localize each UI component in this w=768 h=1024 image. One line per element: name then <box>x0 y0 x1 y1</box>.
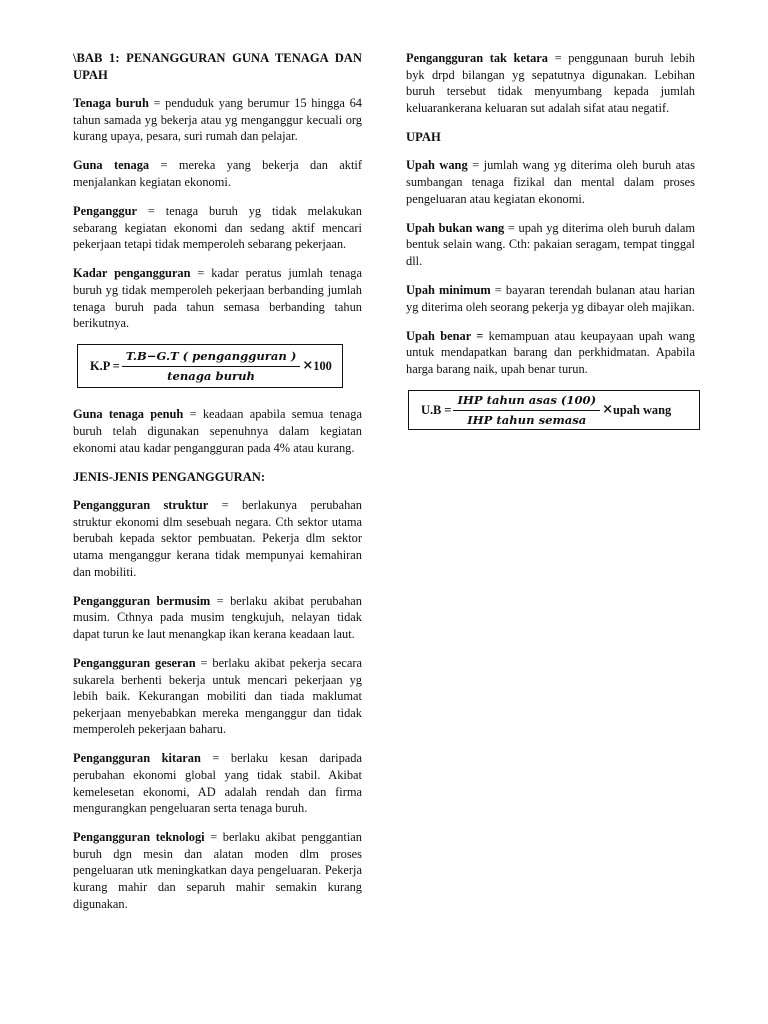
def-kadar-pengangguran <box>73 265 362 331</box>
definition-text: = kadar peratus jumlah tenaga buruh yg tidak memperoleh pekerjaan berbanding jumlah tenaga buruh pada tahun semasa berbanding tahun berikutnya. <box>73 266 362 331</box>
formula-lhs: K.P = <box>90 359 120 374</box>
def-penganggur <box>73 203 362 253</box>
def-bermusim <box>73 593 362 643</box>
formula-numerator: IHP tahun asas (100) <box>453 392 600 411</box>
term-label: Guna tenaga penuh <box>73 407 184 422</box>
term-label: Pengangguran struktur <box>73 498 209 513</box>
def-upah-wang <box>406 157 695 207</box>
def-guna-tenaga <box>73 157 362 190</box>
term-label: Pengangguran kitaran <box>73 751 201 766</box>
term-label: Kadar pengangguran <box>73 266 191 281</box>
formula-rhs: 100 <box>313 359 332 374</box>
def-tenaga-buruh <box>73 95 362 145</box>
definition-text: kemampuan atau keupayaan upah wang untuk mendapatkan barang dan perkhidmatan. Apabila harga barang naik, upah benar turun. <box>406 328 695 376</box>
formula-lhs: U.B = <box>421 402 452 417</box>
def-struktur <box>73 497 362 580</box>
ub-formula-box <box>408 390 700 430</box>
section-heading-jenis: JENIS-JENIS PENGANGGURAN: <box>73 469 266 484</box>
term-label: Upah bukan wang <box>406 220 505 235</box>
def-teknologi <box>73 829 362 912</box>
term-label: Pengangguran tak ketara <box>406 51 548 65</box>
formula-numerator: T.B−G.T ( pengangguran ) <box>122 348 301 367</box>
chapter-title: \BAB 1: PENANGGURAN GUNA TENAGA DAN UPAH <box>73 51 362 82</box>
term-label: Tenaga buruh <box>73 96 149 111</box>
term-label: Pengangguran geseran <box>73 655 196 670</box>
def-geseran <box>73 655 362 738</box>
term-label: Upah minimum <box>406 283 491 298</box>
kp-formula-box <box>77 344 343 388</box>
def-tak-ketara <box>406 50 695 116</box>
definition-text: = berlakunya perubahan struktur ekonomi dlm sesebuah negara. Cth sektor utama berubah kepada sektor pembuatan. Pekerja dlm sektor utama menganggur kerana tidak mempunyai kemahiran dan mobiliti. <box>73 498 362 579</box>
definition-text: = mereka yang bekerja dan aktif menjalankan kegiatan ekonomi. <box>73 158 362 190</box>
definition-text: = keadaan apabila semua tenaga buruh telah digunakan sepenuhnya dalam kegiatan ekonomi atau kadar pengangguran pada 4% atau kurang. <box>73 407 362 455</box>
definition-text: = penduduk yang berumur 15 hingga 64 tahun samada yg bekerja atau yg menganggur kecuali org kurang upaya, pesara, suri rumah dan pelajar. <box>73 96 362 144</box>
def-upah-bukan-wang <box>406 220 695 270</box>
term-label: Guna tenaga <box>73 158 150 173</box>
formula-fraction <box>453 392 600 428</box>
left-column <box>73 50 362 925</box>
definition-text: = upah yg diterima oleh buruh dalam bentuk selain wang. Cth: pakaian seragam, tempat tinggal dll. <box>406 220 695 268</box>
term-label: Upah wang <box>406 158 468 173</box>
definition-text: = berlaku akibat perubahan musim. Cthnya pada musim tengkujuh, nelayan tidak dapat turun ke laut menangkap ikan kerana keadaan laut. <box>73 593 362 641</box>
definition-text: = tenaga buruh yg tidak melakukan sebarang kegiatan ekonomi dan sedang aktif mencari pekerjaan tetapi tidak memperoleh sebarang pekerjaan. <box>73 204 362 252</box>
definition-text: = jumlah wang yg diterima oleh buruh atas sumbangan tenaga fizikal dan mental dalam proses pengeluaran atau kegiatan ekonomi. <box>406 158 695 206</box>
right-column <box>406 50 695 448</box>
def-upah-benar <box>406 328 695 378</box>
term-label: Pengangguran teknologi <box>73 830 205 845</box>
formula-denominator: tenaga buruh <box>167 368 255 383</box>
definition-text: = penggunaan buruh lebih byk drpd bilangan yg sepatutnya digunakan. Lebihan buruh tersebut tidak menyumbang kepada jumlah keluarankerana keluaran sut adalah sifat atau negatif. <box>406 51 695 115</box>
def-upah-minimum <box>406 282 695 315</box>
def-kitaran <box>73 750 362 816</box>
definition-text: = berlaku akibat pekerja secara sukarela berhenti bekerja untuk mencari pekerjaan yg lebih baik. Kekurangan mobiliti dan tiada maklumat pekerjaan menyebabkan mereka menganggur dan tidak memperoleh pekerjaan baharu. <box>73 655 362 737</box>
formula-rhs: upah wang <box>613 402 672 417</box>
definition-text: = bayaran terendah bulanan atau harian yg diterima oleh seorang pekerja yg dibayar oleh majikan. <box>406 283 695 314</box>
formula-denominator: IHP tahun semasa <box>467 412 587 427</box>
term-label: Penganggur <box>73 204 138 219</box>
def-guna-tenaga-penuh <box>73 406 362 456</box>
times-sign: × <box>302 358 314 374</box>
times-sign: × <box>602 401 613 417</box>
section-heading-upah: UPAH <box>406 129 441 144</box>
definition-text: = berlaku kesan daripada perubahan ekonomi global yang tidak stabil. Akibat kemelesetan ekonomi, AD adalah rendah dan firma mengurangkan pengeluaran serta tenaga buruh. <box>73 751 363 816</box>
term-label: Pengangguran bermusim <box>73 593 211 608</box>
definition-text: = berlaku akibat penggantian buruh dgn mesin dan alatan moden dlm proses pengeluaran utk meningkatkan daya pengeluaran. Pekerja kurang mahir dan separuh mahir semakin kurang digunakan. <box>73 830 362 911</box>
term-label: Upah benar = <box>406 328 484 343</box>
formula-fraction <box>122 348 301 384</box>
